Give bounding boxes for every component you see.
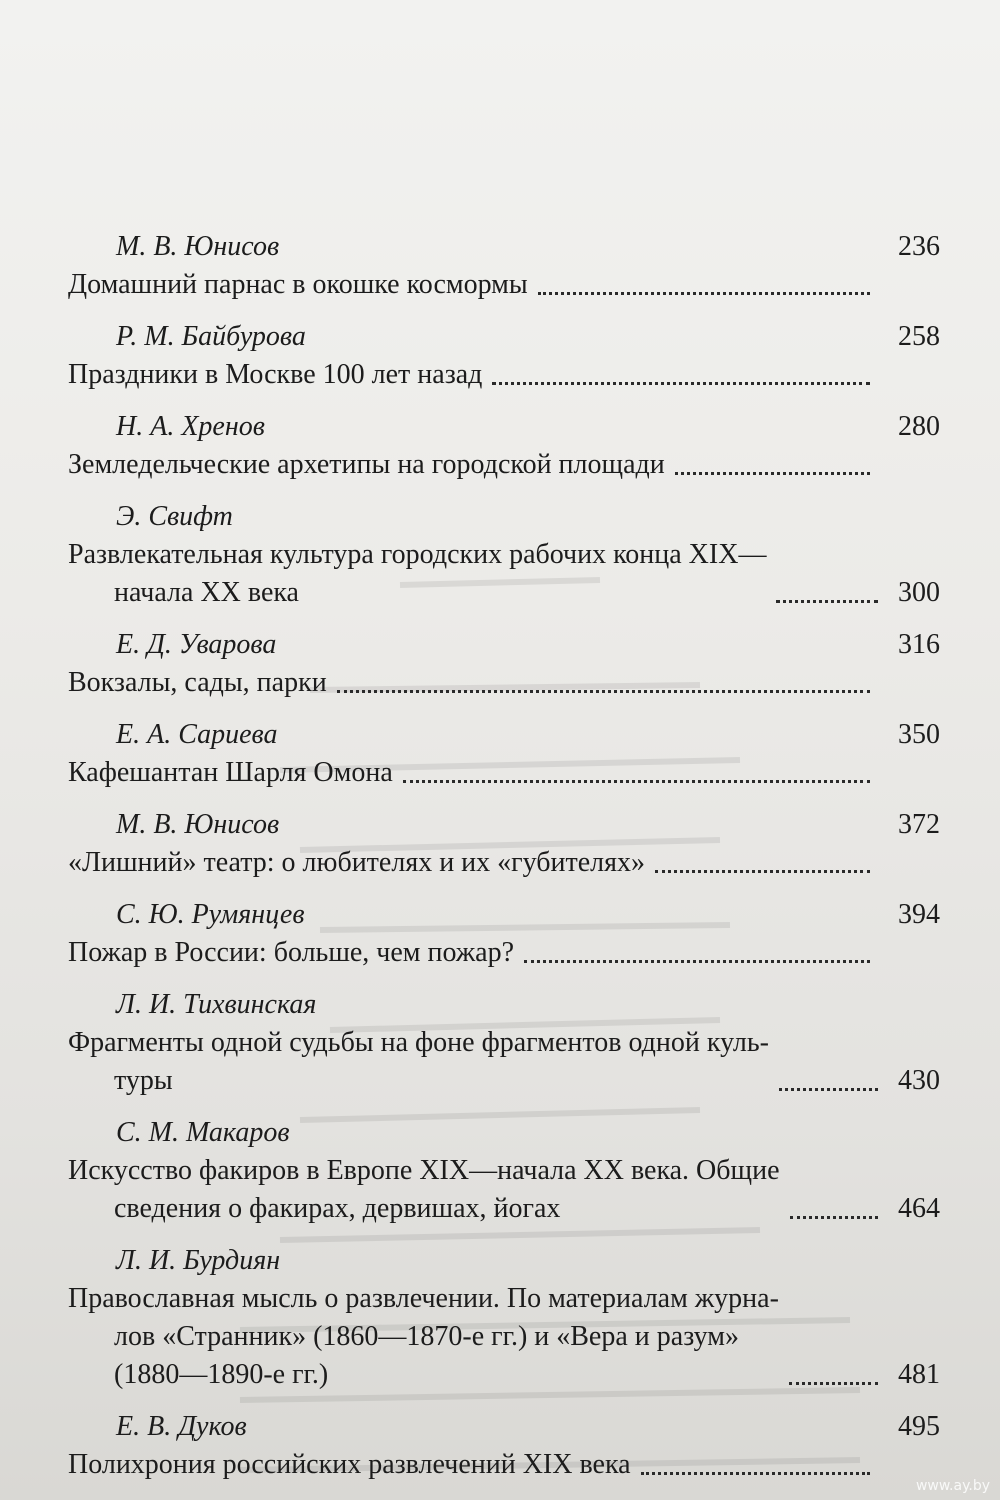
toc-author-row [60,896,940,934]
toc-entry [60,806,940,882]
toc-author: М. В. Юнисов [116,231,280,262]
toc-entry [60,896,940,972]
toc-author-row [60,318,940,356]
toc-title-row [60,536,940,612]
toc-title-row [60,844,940,882]
toc-page-number: 372 [898,809,940,840]
toc-entry [60,228,940,304]
toc-author-row [60,626,940,664]
toc-title: Вокзалы, сады, парки [68,667,327,698]
toc-entry [60,1408,940,1484]
toc-page-number: 350 [898,719,940,750]
toc-author: Л. И. Тихвинская [116,989,317,1020]
toc-title-row [60,1280,940,1394]
toc-title-line: туры [114,1065,173,1096]
dot-leader [524,960,870,963]
toc-entry [60,626,940,702]
toc-author-row [60,228,940,266]
dot-leader [675,472,870,475]
toc-author: Э. Свифт [116,501,233,532]
toc-title: Земледельческие архетипы на городской площади [68,449,665,480]
toc-entry [60,716,940,792]
toc-title-line: Развлекательная культура городских рабочих конца XIX— [68,539,767,570]
toc-title-line: сведения о факирах, дервишах, йогах [114,1193,561,1224]
toc-entry [60,1114,940,1228]
toc-title-line: Искусство факиров в Европе XIX—начала XX века. Общие [68,1155,780,1186]
toc-author: Р. М. Байбурова [116,321,306,352]
toc-author-row [60,408,940,446]
toc-entry [60,498,940,612]
toc-title-row [60,1024,940,1100]
toc-title: Полихрония российских развлечений XIX века [68,1449,631,1480]
toc-author-row [60,716,940,754]
toc-title [60,1152,790,1228]
toc-title-line: (1880—1890-е гг.) [114,1359,329,1390]
toc-author: Л. И. Бурдиян [116,1245,281,1276]
dot-leader [641,1472,870,1475]
dot-leader [337,690,870,693]
toc-author: Е. В. Дуков [116,1411,247,1442]
dot-leader [538,292,870,295]
toc-page-number: 430 [898,1065,940,1096]
toc-title [60,536,776,612]
toc-title-line: лов «Странник» (1860—1870-е гг.) и «Вера и разум» [114,1321,740,1352]
toc-title-row [60,664,940,702]
toc-title-row [60,446,940,484]
toc-title-row [60,754,940,792]
toc-page-number: 394 [898,899,940,930]
toc-title-line: Фрагменты одной судьбы на фоне фрагментов одной куль- [68,1027,769,1058]
toc-title: Кафешантан Шарля Омона [68,757,393,788]
toc-author: Е. А. Сариева [116,719,278,750]
toc-author-row [60,1408,940,1446]
toc-author: Е. Д. Уварова [116,629,277,660]
toc-title: «Лишний» театр: о любителях и их «губителях» [68,847,646,878]
dot-leader [779,1088,878,1091]
table-of-contents [60,228,940,1498]
dot-leader [492,382,870,385]
toc-author: С. Ю. Румянцев [116,899,305,930]
toc-page-number: 236 [898,231,940,262]
toc-title-row [60,1446,940,1484]
toc-entry [60,1242,940,1394]
toc-entry [60,408,940,484]
toc-page-number: 300 [898,577,940,608]
toc-title: Домашний парнас в окошке космормы [68,269,528,300]
toc-title-line: начала XX века [114,577,299,608]
toc-entry [60,318,940,394]
dot-leader [403,780,870,783]
toc-title-row [60,934,940,972]
toc-title: Пожар в России: больше, чем пожар? [68,937,515,968]
toc-title [60,1024,779,1100]
toc-page-number: 464 [898,1193,940,1224]
toc-page-number: 495 [898,1411,940,1442]
dot-leader [789,1382,878,1385]
toc-author-row [60,806,940,844]
toc-author: Н. А. Хренов [116,411,265,442]
toc-title: Праздники в Москве 100 лет назад [68,359,483,390]
toc-title-row [60,266,940,304]
toc-title-row [60,1152,940,1228]
toc-author: М. В. Юнисов [116,809,280,840]
watermark: www.ay.by [915,1478,990,1494]
toc-page-number: 481 [898,1359,940,1390]
toc-page-number: 316 [898,629,940,660]
dot-leader [655,870,870,873]
toc-title-row [60,356,940,394]
toc-title-line: Православная мысль о развлечении. По материалам журна- [68,1283,779,1314]
toc-page-number: 280 [898,411,940,442]
toc-page-number: 258 [898,321,940,352]
toc-entry [60,986,940,1100]
dot-leader [790,1216,879,1219]
toc-author: С. М. Макаров [116,1117,290,1148]
toc-title [60,1280,789,1394]
dot-leader [776,600,878,603]
